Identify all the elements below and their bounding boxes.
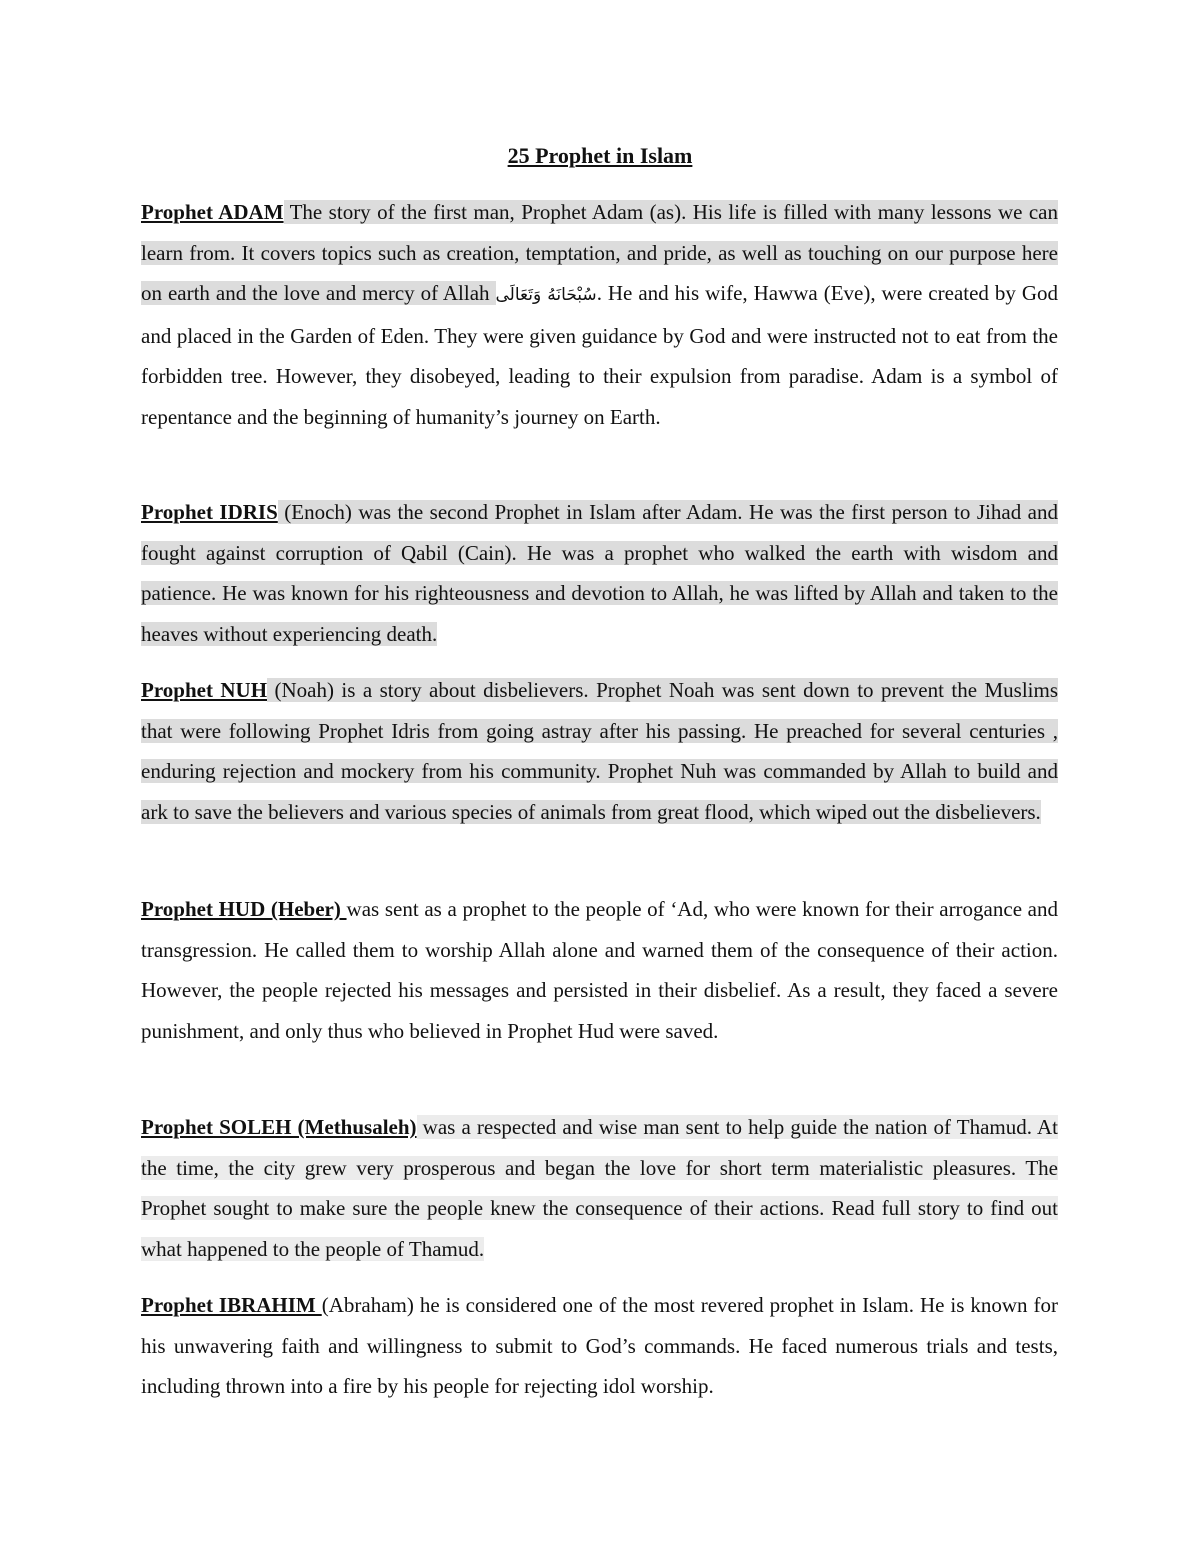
section-body: . He and his wife, Hawwa (Eve), were created by God and placed in the Garden of Eden. They were given guidance by God and were instructed not to eat from the forbidden tree. However, they disobeyed, leading to their expulsion from paradise. Adam is a symbol of repentance and the beginning of humanity’s journey on Earth. (141, 281, 1059, 429)
section-body: (Abraham) he is considered one of the most revered prophet in Islam. He is known for his unwavering faith and willingness to submit to God’s commands. He faced numerous trials and tests, including thrown into a fire by his people for rejecting idol worship. (141, 1293, 1058, 1398)
section-heading: Prophet SOLEH (Methusaleh) (141, 1115, 417, 1139)
section-body-highlighted: (Enoch) was the second Prophet in Islam after Adam. He was the first person to Jihad and fought against corruption of Qabil (Cain). He was a prophet who walked the earth with wisdom and patience. He was known for his righteousness and devotion to Allah, he was lifted by Allah and taken to the heaves without experiencing death. (141, 500, 1058, 646)
section-soleh (141, 1107, 1058, 1269)
section-heading: Prophet IBRAHIM (141, 1293, 322, 1317)
document-title: 25 Prophet in Islam (507, 143, 693, 168)
section-nuh (141, 670, 1058, 832)
section-idris (141, 492, 1058, 654)
section-body-highlighted: The story of the first man, Prophet Adam (as). His life is filled with many lessons we can learn from. It covers topics such as creation, temptation, and pride, as well as touching on our purpose here on earth and the love and mercy of Allah (141, 200, 1059, 305)
section-adam (141, 192, 1058, 437)
section-ibrahim (141, 1285, 1058, 1407)
section-heading: Prophet ADAM (141, 200, 284, 224)
section-body-highlighted: was a respected and wise man sent to help guide the nation of Thamud. At the time, the city grew very prosperous and began the love for short term materialistic pleasures. The Prophet sought to make sure the people knew the consequence of their actions. Read full story to find out what happened to the people of Thamud. (141, 1115, 1058, 1261)
arabic-honorific: سُبْحَانَهُ وَتَعَالَى (495, 285, 597, 305)
section-heading: Prophet IDRIS (141, 500, 278, 524)
section-body-highlighted: (Noah) is a story about disbelievers. Prophet Noah was sent down to prevent the Muslims that were following Prophet Idris from going astray after his passing. He preached for several centuries , enduring rejection and mockery from his community. Prophet Nuh was commanded by Allah to build and ark to save the believers and various species of animals from great flood, which wiped out the disbelievers. (141, 678, 1058, 824)
section-hud (141, 889, 1058, 1051)
section-heading: Prophet HUD (Heber) (141, 897, 347, 921)
section-heading: Prophet NUH (141, 678, 268, 702)
section-body: was sent as a prophet to the people of ‘Ad, who were known for their arrogance and transgression. He called them to worship Allah alone and warned them of the consequence of their action. However, the people rejected his messages and persisted in their disbelief. As a result, they faced a severe punishment, and only thus who believed in Prophet Hud were saved. (141, 897, 1058, 1043)
